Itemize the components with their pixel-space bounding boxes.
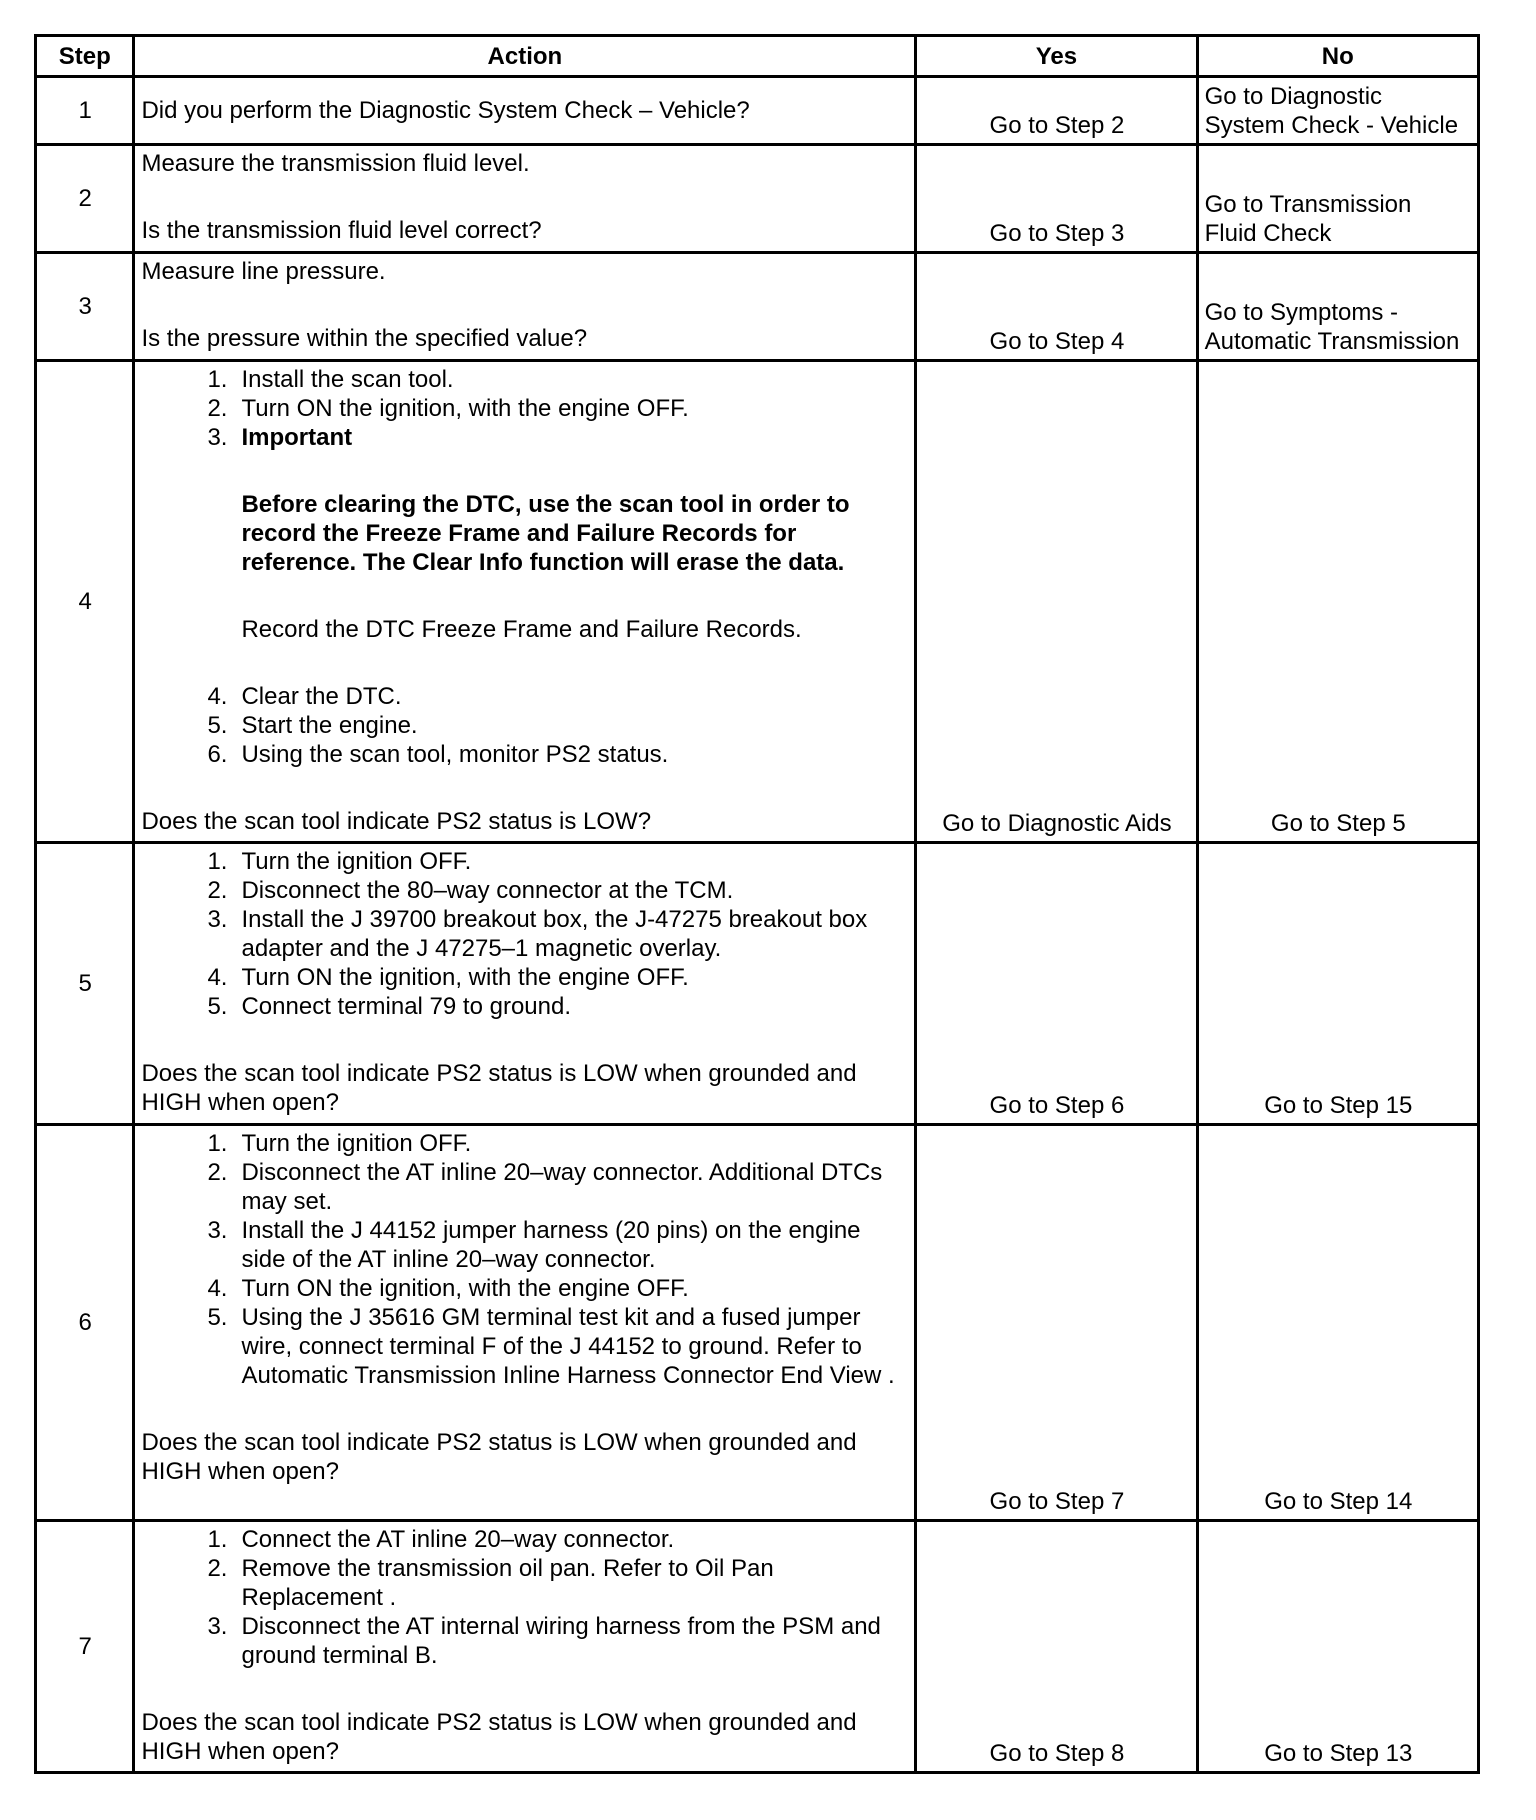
header-no: No [1197, 36, 1478, 77]
header-row [36, 36, 1479, 77]
list-item: 3. Important [141, 423, 909, 452]
list-item: 1. Turn the ignition OFF. [207, 1130, 472, 1157]
step-list [141, 1129, 909, 1390]
no-text-line: Go to Transmission [1204, 191, 1412, 218]
no-cell: Go to Step 5 [1197, 361, 1478, 843]
list-item: 2. Disconnect the 80–way connector at the TCM. [207, 877, 734, 904]
important-note: Before clearing the DTC, use the scan tool in order to record the Freeze Frame and Failure Records for reference. The Clear Info function will erase the data. [241, 491, 850, 576]
list-item: 2. Remove the transmission oil pan. Refer to Oil Pan Replacement . [207, 1555, 774, 1611]
no-cell: Go to Step 13 [1197, 1521, 1478, 1773]
diagnostic-table [34, 34, 1480, 1774]
yes-cell: Go to Step 7 [916, 1125, 1197, 1521]
step-list [141, 365, 909, 452]
step-number: 4 [36, 361, 134, 843]
table-row [36, 1125, 1479, 1521]
list-item: 5. Connect terminal 79 to ground. [207, 993, 571, 1020]
step-list [141, 1525, 909, 1670]
step-number: 3 [36, 253, 134, 361]
action-question: Does the scan tool indicate PS2 status is LOW when grounded and HIGH when open? [141, 1060, 857, 1116]
step-number: 6 [36, 1125, 134, 1521]
list-item: 4. Turn ON the ignition, with the engine OFF. [207, 964, 689, 991]
action-cell [134, 77, 916, 145]
list-item: 2. Disconnect the AT inline 20–way connector. Additional DTCs may set. [207, 1159, 883, 1215]
header-step: Step [36, 36, 134, 77]
step-number: 2 [36, 145, 134, 253]
no-text-line: Go to Diagnostic [1204, 82, 1383, 110]
yes-cell: Go to Step 2 [916, 77, 1197, 145]
yes-cell: Go to Step 6 [916, 843, 1197, 1125]
table-row [36, 843, 1479, 1125]
action-question: Does the scan tool indicate PS2 status is LOW? [141, 808, 652, 835]
list-item: 2. Turn ON the ignition, with the engine OFF. [207, 395, 689, 422]
table-row [36, 77, 1479, 145]
list-item: 1. Install the scan tool. [207, 366, 454, 393]
no-cell: Go to Step 14 [1197, 1125, 1478, 1521]
action-intro: Measure the transmission fluid level. [141, 150, 530, 177]
list-item: 1. Connect the AT inline 20–way connector. [207, 1526, 675, 1553]
yes-cell: Go to Step 4 [916, 253, 1197, 361]
header-yes: Yes [916, 36, 1197, 77]
step-number: 5 [36, 843, 134, 1125]
action-cell [134, 1125, 916, 1521]
yes-cell: Go to Step 3 [916, 145, 1197, 253]
record-note: Record the DTC Freeze Frame and Failure Records. [241, 616, 802, 643]
table-row [36, 145, 1479, 253]
table-row [36, 1521, 1479, 1773]
action-question: Did you perform the Diagnostic System Check – Vehicle? [141, 97, 750, 124]
table-row [36, 253, 1479, 361]
action-cell [134, 145, 916, 253]
no-text-line: Automatic Transmission [1204, 328, 1460, 355]
no-text-line: Fluid Check [1204, 220, 1332, 247]
no-text-line: Go to Symptoms - [1204, 299, 1398, 326]
list-item: 3. Disconnect the AT internal wiring harness from the PSM and ground terminal B. [207, 1613, 881, 1669]
no-cell [1197, 145, 1478, 253]
no-cell: Go to Step 15 [1197, 843, 1478, 1125]
step-number: 1 [36, 77, 134, 145]
action-cell [134, 1521, 916, 1773]
action-question: Does the scan tool indicate PS2 status is LOW when grounded and HIGH when open? [141, 1429, 857, 1485]
action-cell [134, 843, 916, 1125]
list-item: 5. Start the engine. [207, 712, 418, 739]
action-intro: Measure line pressure. [141, 258, 386, 285]
no-cell [1197, 77, 1478, 145]
list-item: 3. Install the J 44152 jumper harness (20 pins) on the engine side of the AT inline 20–way connector. [207, 1217, 861, 1273]
yes-cell: Go to Step 8 [916, 1521, 1197, 1773]
list-item: 5. Using the J 35616 GM terminal test kit and a fused jumper wire, connect terminal F of the J 44152 to ground. Refer to Automatic Transmission Inline Harness Connector End View . [207, 1304, 895, 1389]
header-action: Action [134, 36, 916, 77]
table-row [36, 361, 1479, 843]
action-cell [134, 361, 916, 843]
list-item: 1. Turn the ignition OFF. [207, 848, 472, 875]
action-question: Does the scan tool indicate PS2 status is LOW when grounded and HIGH when open? [141, 1709, 857, 1765]
action-question: Is the transmission fluid level correct? [141, 217, 542, 244]
important-label: Important [241, 424, 353, 451]
no-cell [1197, 253, 1478, 361]
step-list [141, 847, 909, 1021]
list-item: 4. Clear the DTC. [207, 683, 402, 710]
no-text-line: System Check - Vehicle [1204, 111, 1459, 139]
yes-cell: Go to Diagnostic Aids [916, 361, 1197, 843]
list-item: 3. Install the J 39700 breakout box, the J-47275 breakout box adapter and the J 47275–1 magnetic overlay. [207, 906, 868, 962]
step-list [141, 682, 909, 769]
list-item: 6. Using the scan tool, monitor PS2 status. [207, 741, 669, 768]
step-number: 7 [36, 1521, 134, 1773]
action-cell [134, 253, 916, 361]
list-item: 4. Turn ON the ignition, with the engine OFF. [207, 1275, 689, 1302]
action-question: Is the pressure within the specified value? [141, 325, 588, 352]
